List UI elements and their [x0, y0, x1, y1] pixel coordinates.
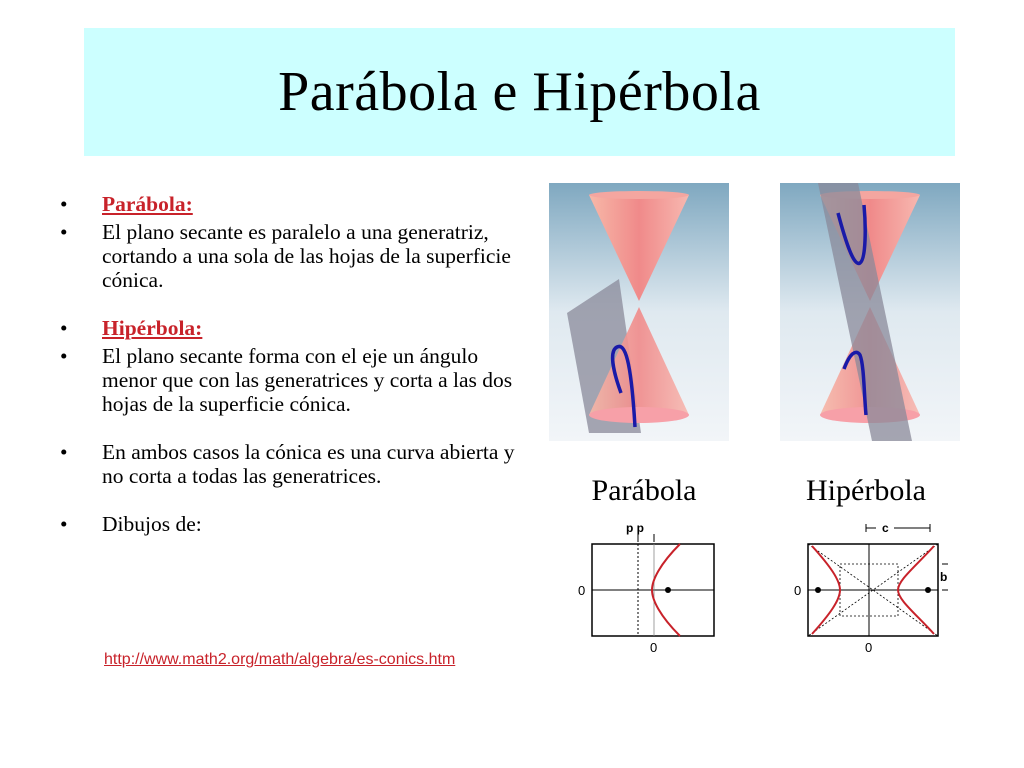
parabola-description: • El plano secante es paralelo a una generatriz, cortando a una sola de las hojas de la superficie cónica.	[60, 220, 520, 292]
hiperbola-description: • El plano secante forma con el eje un ángulo menor que con las generatrices y corta a las dos hojas de la superficie cónica.	[60, 344, 520, 416]
bullet-list	[60, 192, 520, 536]
hiperbola-cone-image	[780, 183, 960, 441]
parabola-diagram	[572, 518, 722, 658]
credits-text: • Dibujos de:	[60, 512, 520, 536]
parabola-cone-image	[549, 183, 729, 441]
page-title: Parábola e Hipérbola	[278, 61, 761, 123]
hiperbola-caption: Hipérbola	[806, 474, 926, 507]
parabola-caption: Parábola	[591, 474, 697, 507]
hiperbola-heading: • Hipérbola:	[60, 316, 520, 340]
title-banner	[84, 28, 955, 156]
parabola-x-zero: 0	[650, 640, 658, 655]
hiperbola-y-zero: 0	[794, 583, 802, 598]
hiperbola-b-label: b	[940, 570, 948, 584]
parabola-p-label: p p	[626, 521, 644, 535]
hiperbola-c-label: c	[882, 521, 889, 535]
hiperbola-x-zero: 0	[865, 640, 873, 655]
source-link[interactable]: http://www.math2.org/math/algebra/es-conics.htm	[104, 651, 456, 668]
hiperbola-diagram	[790, 518, 960, 658]
parabola-y-zero: 0	[578, 583, 586, 598]
both-cases-text: • En ambos casos la cónica es una curva abierta y no corta a todas las generatrices.	[60, 440, 520, 488]
parabola-heading: • Parábola:	[60, 192, 520, 216]
